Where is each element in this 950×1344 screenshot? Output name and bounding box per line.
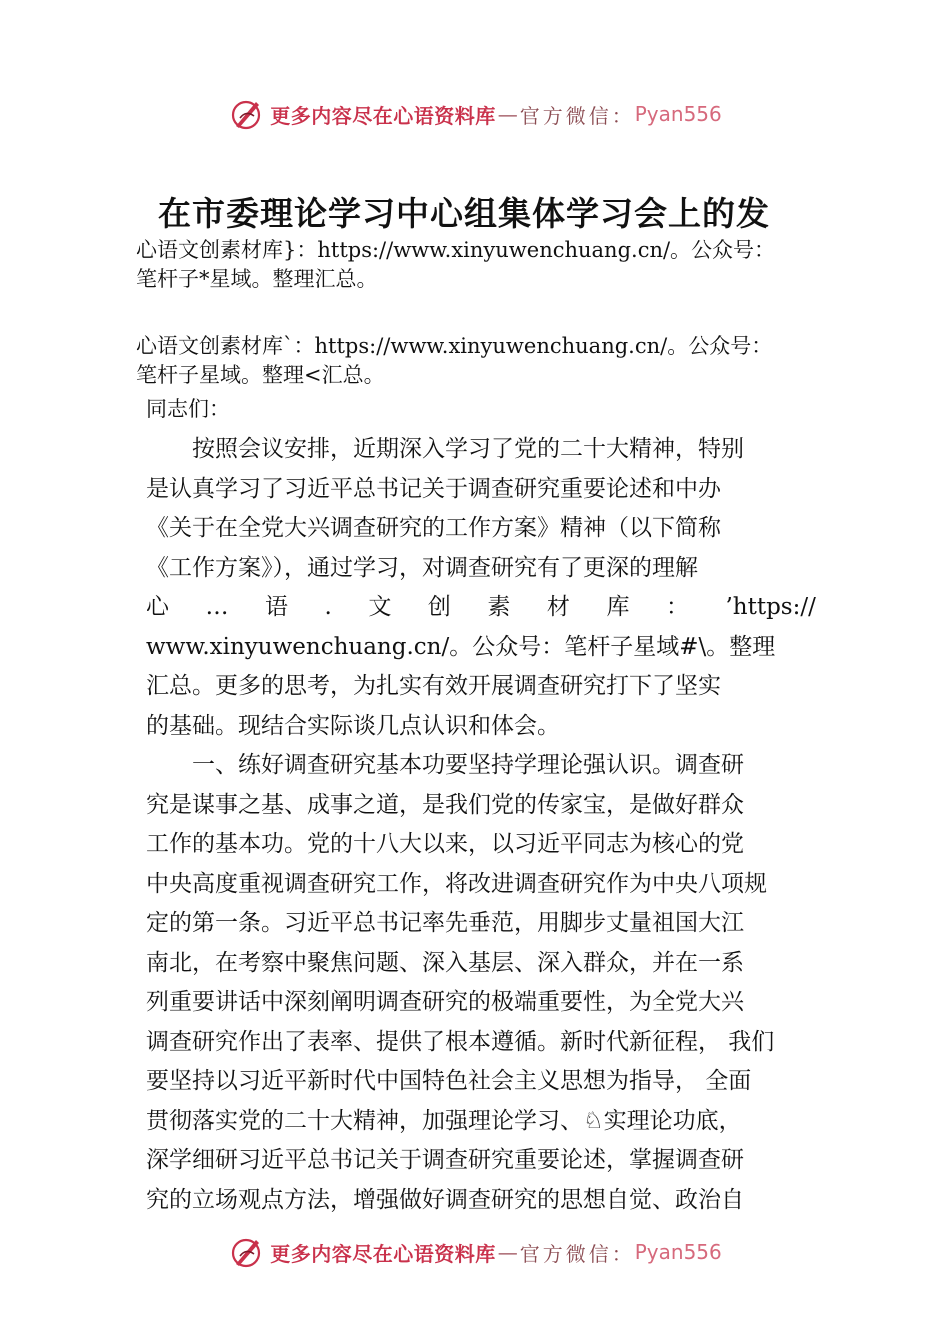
header-watermark [0, 94, 950, 134]
spread-char: 文 [368, 594, 392, 620]
text-line: 南北，在考察中聚焦问题、深入基层、深入群众，并在一系 [146, 949, 744, 976]
text-line: 《关于在全党大兴调查研究的工作方案》精神（以下简称 [146, 515, 721, 541]
banner-dash: — [497, 1240, 518, 1264]
pen-logo-icon [228, 1234, 264, 1270]
banner-wechat-label: 官方微信： [519, 103, 635, 128]
footer-watermark [0, 1232, 950, 1272]
spread-char: ’https:// [725, 594, 816, 620]
text-line: 定的第一条。习近平总书记率先垂范，用脚步丈量祖国大江 [146, 910, 744, 936]
banner-wechat-id: Pyan556 [634, 1240, 722, 1264]
spread-char: 库 [606, 594, 630, 620]
source-note-1 [136, 236, 856, 294]
text-line: 究的立场观点方法，增强做好调查研究的思想自觉、政治自 [146, 1186, 744, 1213]
spread-char: ： [665, 594, 689, 620]
text-line: 要坚持以习近平新时代中国特色社会主义思想为指导， 全面 [146, 1068, 752, 1094]
spread-char: 语 [265, 594, 289, 620]
source-note-line: 笔杆子星域。整理<汇总。 [136, 363, 385, 387]
text-line: 贯彻落实党的二十大精神，加强理论学习、♘实理论功底， [146, 1107, 742, 1134]
paragraph-2 [146, 746, 816, 1220]
text-line: 是认真学习了习近平总书记关于调查研究重要论述和中办 [146, 475, 721, 502]
text-line: 中央高度重视调查研究工作，将改进调查研究作为中央八项规 [146, 870, 767, 897]
banner-main-text: 更多内容尽在心语资料库 [270, 1241, 496, 1266]
text-line: 工作的基本功。党的十八大以来，以习近平同志为核心的党 [146, 831, 744, 857]
text-line: 汇总。更多的思考，为扎实有效开展调查研究打下了坚实 [146, 673, 721, 699]
spread-char: 素 [487, 594, 511, 620]
banner-wechat-label: 官方微信： [519, 1241, 635, 1266]
source-note-line: 笔杆子*星域。整理汇总。 [136, 267, 378, 291]
source-note-2 [136, 332, 856, 390]
text-line: 按照会议安排，近期深入学习了党的二十大精神，特别 [146, 436, 744, 462]
greeting: 同志们： [146, 397, 230, 421]
text-line: 一、练好调查研究基本功要坚持学理论强认识。调查研 [146, 752, 744, 778]
banner-dash: — [497, 102, 518, 126]
spread-char: … [205, 594, 229, 620]
banner-wechat-id: Pyan556 [634, 102, 722, 126]
text-line: www.xinyuwenchuang.cn/。公众号：笔杆子星域#\。整理 [146, 633, 776, 660]
source-note-line: 心语文创素材库}：https://www.xinyuwenchuang.cn/。公众号： [136, 238, 776, 262]
text-line: 《工作方案》），通过学习，对调查研究有了更深的理解 [146, 554, 698, 581]
spread-text-line [146, 588, 816, 628]
spread-char: . [324, 594, 332, 620]
text-line: 列重要讲话中深刻阐明调查研究的极端重要性，为全党大兴 [146, 989, 744, 1015]
spread-char: 材 [546, 594, 570, 620]
banner-main-text: 更多内容尽在心语资料库 [270, 103, 496, 128]
source-note-line: 心语文创素材库`：https://www.xinyuwenchuang.cn/。公众号： [136, 334, 773, 358]
spread-char: 心 [146, 594, 169, 620]
spread-char: 创 [427, 594, 451, 620]
text-line: 究是谋事之基、成事之道，是我们党的传家宝，是做好群众 [146, 791, 744, 818]
document-title: 在市委理论学习中心组集体学习会上的发 [158, 194, 770, 233]
paragraph-1 [146, 430, 816, 746]
text-line: 深学细研习近平总书记关于调查研究重要论述，掌握调查研 [146, 1147, 744, 1173]
text-line: 调查研究作出了表率、提供了根本遵循。新时代新征程， 我们 [146, 1028, 775, 1055]
text-line: 的基础。现结合实际谈几点认识和体会。 [146, 712, 560, 739]
pen-logo-icon [228, 96, 264, 132]
